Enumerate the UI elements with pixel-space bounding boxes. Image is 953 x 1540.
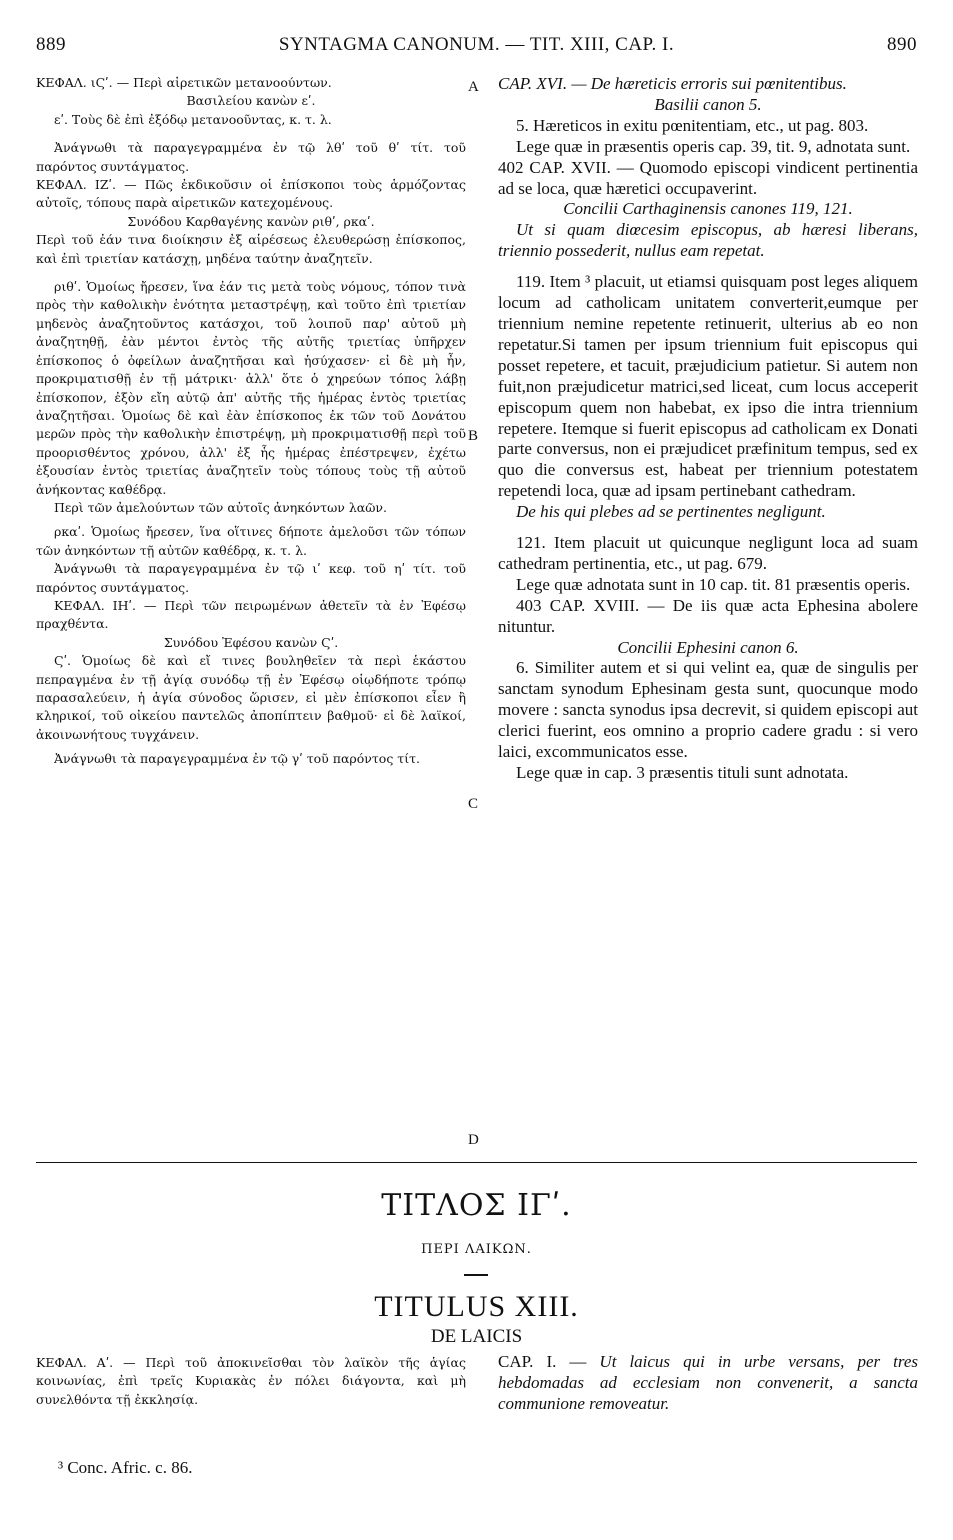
- greek-paragraph: ΚΕΦΑΛ. ΙΖʹ. — Πῶς ἐκδικοῦσιν οἱ ἐπίσκοποι τοὺς ἁρμόζοντας αὐτοῖς, τόπους παρὰ αἱρετικῶν κατεχομένους.: [36, 177, 466, 211]
- page-number-right: 890: [887, 34, 917, 55]
- latin-section-subtitle: DE LAICIS: [430, 1326, 523, 1347]
- latin-paragraph: 403 CAP. XVIII. — De iis quæ acta Ephesina abolere nituntur.: [498, 595, 918, 636]
- running-title: SYNTAGMA CANONUM. — TIT. XIII, CAP. I.: [278, 34, 675, 55]
- greek-paragraph: εʹ. Τοὺς δὲ ἐπὶ ἐξόδῳ μετανοοῦντας, κ. τ. λ.: [54, 111, 332, 127]
- margin-marker-a: A: [468, 79, 479, 95]
- latin-paragraph: Concilii Carthaginensis canones 119, 121.: [563, 199, 853, 219]
- greek-paragraph: Ἀνάγνωθι τὰ παραγεγραμμένα ἐν τῷ λθʹ τοῦ θʹ τίτ. τοῦ παρόντος συντάγματος.: [36, 140, 466, 174]
- greek-paragraph: Συνόδου Ἐφέσου κανὼν Ϛʹ.: [163, 634, 339, 650]
- greek-paragraph: Ἀνάγνωθι τὰ παραγεγραμμένα ἐν τῷ ιʹ κεφ. τοῦ ηʹ τίτ. τοῦ παρόντος συντάγματος.: [36, 561, 466, 595]
- latin-paragraph: Concilii Ephesini canon 6.: [617, 637, 799, 657]
- greek-paragraph: ριθʹ. Ὁμοίως ἤρεσεν, ἵνα ἐάν τις μετὰ τοὺς νόμους, τόπον τινὰ πρὸς τὴν καθολικὴν ἑνότητα μεταστρέψῃ, καὶ τοῦτο ἐπὶ τριετίαν μηδενὸς ἀναζητοῦντος κατάσχοι, τοῦ λοιποῦ παρ' αὐτοῦ μὴ ἀναζητηθῇ, ἐὰν μέντοι ἐντὸς τῆς αὐτῆς τριετίας ὑπῆρχεν ἐπίσκοπος ὁ ὀφείλων ἀναζητῆσαι καὶ ἡσύχασεν· εἰ δὲ μὴ ἦν, προκριματισθῇ ἐν τῇ μάτρικι· ἀλλ' ὅτε ὁ χηρεύων τόπος λάβῃ ἐπίσκοπον, ἐξὸν εἴη αὐτῷ ἀπ' αὐτῆς τῆς ἡμέρας ἐντὸς τριετίας ἀναζητῆσαι. Ὁμοίως δὲ καὶ ἐὰν ἐπίσκοπος ἐκ τῶν τοῦ Δονάτου μερῶν πρὸς τὴν καθολικὴν ἐπιστρέψῃ, μὴ προκριματισθῇ περὶ τοῦ προορισθέντος χρόνου, ἀλλ' ἐξ ἧς ἡμέρας ἐπέστρεψεν, ἐχέτω ἐξουσίαν ἐντὸς τριετίας ἀναζητεῖν τοὺς τόπους τοὺς τῇ αὐτοῦ ἀνήκοντας καθέδρᾳ.: [36, 279, 466, 497]
- greek-paragraph: Ϛʹ. Ὁμοίως δὲ καὶ εἴ τινες βουληθεῖεν τὰ περὶ ἑκάστου πεπραγμένα ἐν τῇ ἁγίᾳ συνόδῳ τῇ ἐν Ἐφέσῳ οἱῳδήποτε τρόπῳ παρασαλεύειν, ἡ ἁγία σύνοδος ὥρισεν, εἰ μὲν ἐπίσκοποι εἶεν ἢ κληρικοί, τοῦ οἰκείου παντελῶς ἀποπίπτειν βαθμοῦ· εἰ δὲ λαϊκοί, ἀκοινωνήτους τυγχάνειν.: [36, 653, 466, 742]
- margin-marker-d: D: [468, 1132, 479, 1148]
- greek-paragraph: Βασιλείου κανὼν εʹ.: [186, 93, 316, 109]
- latin-section-title: TITULUS XIII.: [374, 1290, 579, 1323]
- lower-latin-text: Ut laicus qui in urbe versans, per tres hebdomadas ad ecclesiam non convenerit, a sancta communione removeatur.: [498, 1352, 918, 1413]
- greek-column: [36, 74, 466, 769]
- greek-section-subtitle: ΠΕΡΙ ΛΑΙΚΩΝ.: [421, 1242, 532, 1257]
- greek-paragraph: ΚΕΦΑΛ. ιϚʹ. — Περὶ αἱρετικῶν μετανοούντων.: [36, 75, 332, 90]
- latin-column: [498, 74, 918, 784]
- latin-paragraph: 5. Hæreticos in exitu pœnitentiam, etc., ut pag. 803.: [516, 115, 869, 135]
- latin-paragraph: Basilii canon 5.: [654, 94, 762, 114]
- lower-greek-text: ΚΕΦΑΛ. Αʹ. — Περὶ τοῦ ἀποκινεῖσθαι τὸν λαϊκὸν τῆς ἁγίας κοινωνίας, ἐπὶ τρεῖς Κυριακὰς ἐν πόλει διάγοντα, καὶ μὴ συνελθόντα τῇ ἐκκλησίᾳ.: [36, 1355, 466, 1407]
- greek-paragraph: ρκαʹ. Ὁμοίως ἤρεσεν, ἵνα οἵτινες δήποτε ἀμελοῦσι τῶν τόπων τῶν ἀνηκόντων τῇ αὐτῶν καθέδρᾳ, κ. τ. λ.: [36, 524, 466, 558]
- greek-paragraph: ΚΕΦΑΛ. ΙΗʹ. — Περὶ τῶν πειρωμένων ἀθετεῖν τὰ ἐν Ἐφέσῳ πραχθέντα.: [36, 597, 466, 632]
- latin-paragraph: De his qui plebes ad se pertinentes negligunt.: [516, 502, 826, 522]
- margin-marker-b: B: [468, 428, 479, 444]
- latin-paragraph: 402 CAP. XVII. — Quomodo episcopi vindicent pertinentia ad se loca, quæ hæretici occupaverint.: [498, 157, 918, 198]
- lower-latin-chapter: [498, 1352, 918, 1415]
- lower-latin-cap: CAP. I. —: [498, 1352, 600, 1371]
- latin-paragraph: Lege quæ adnotata sunt in 10 cap. tit. 81 præsentis operis.: [516, 574, 911, 594]
- page-number-left: 889: [36, 34, 66, 55]
- lower-greek-chapter: [36, 1354, 466, 1409]
- latin-paragraph: Lege quæ in cap. 3 præsentis tituli sunt adnotata.: [516, 763, 849, 782]
- latin-paragraph: 6. Similiter autem et si qui velint ea, quæ de singulis per sanctam synodum Ephesinam gesta sunt, quocunque modo movere : sancta synodus ipsa decrevit, si quidem episcopi aut clerici fuerint, eos omnino a proprio cadere gradu : si vero laici, excommunicatos esse.: [498, 658, 918, 762]
- greek-paragraph: Συνόδου Καρθαγένης κανὼν ριθʹ, ρκαʹ.: [127, 213, 375, 229]
- running-header: [36, 34, 917, 58]
- greek-paragraph: Περὶ τῶν ἀμελούντων τῶν αὐτοῖς ἀνηκόντων λαῶν.: [54, 499, 387, 515]
- footnote: ³ Conc. Afric. c. 86.: [58, 1458, 193, 1477]
- latin-paragraph: 121. Item placuit ut quicunque negligunt loca ad suam cathedram pertinentia, etc., ut pag. 679.: [498, 533, 918, 573]
- greek-section-title: ΤΙΤΛΟΣ ΙΓʹ.: [381, 1188, 572, 1223]
- latin-paragraph: Lege quæ in præsentis operis cap. 39, tit. 9, adnotata sunt.: [516, 136, 911, 156]
- latin-paragraph: 119. Item ³ placuit, ut etiamsi quisquam post leges aliquem locum ad catholicam unitatem converterit,eumque per triennium nemine repetente retinuerit, ulterius ab eo non repetatur.Si tamen per ipsum triennium fuit episcopus qui posset repetere, et tacuit, præjudicium patietur. Si autem non fuit,non præjudicetur matrici,sed liceat, cum locus acceperit episcopum quem non habebat, ex ipso die intra triennium repetere. Itemque si fuerit episcopus ad catholicam ex Donati parte conversus, non ei præjudicet præfinitum tempus, sed ex quo die conversus est, habeat per triennium potestatem repetendi loca, quæ ad ipsam pertinebant cathedram.: [498, 272, 918, 501]
- greek-paragraph: Περὶ τοῦ ἐάν τινα διοίκησιν ἐξ αἱρέσεως ἐλευθερώσῃ ἐπίσκοπος, καὶ ἐπὶ τριετίαν κατάσχῃ, μηδένα ταύτην ἀναζητεῖν.: [36, 232, 466, 266]
- section-divider: [36, 1162, 917, 1163]
- margin-marker-c: C: [468, 796, 479, 812]
- latin-paragraph: CAP. XVI. — De hæreticis erroris sui pœnitentibus.: [498, 74, 847, 93]
- greek-paragraph: Ἀνάγνωθι τὰ παραγεγραμμένα ἐν τῷ γʹ τοῦ παρόντος τίτ.: [54, 751, 420, 767]
- latin-paragraph: Ut si quam diœcesim episcopus, ab hæresi liberans, triennio possederit, nullus eam repetat.: [498, 220, 918, 261]
- title-dash: [464, 1274, 488, 1276]
